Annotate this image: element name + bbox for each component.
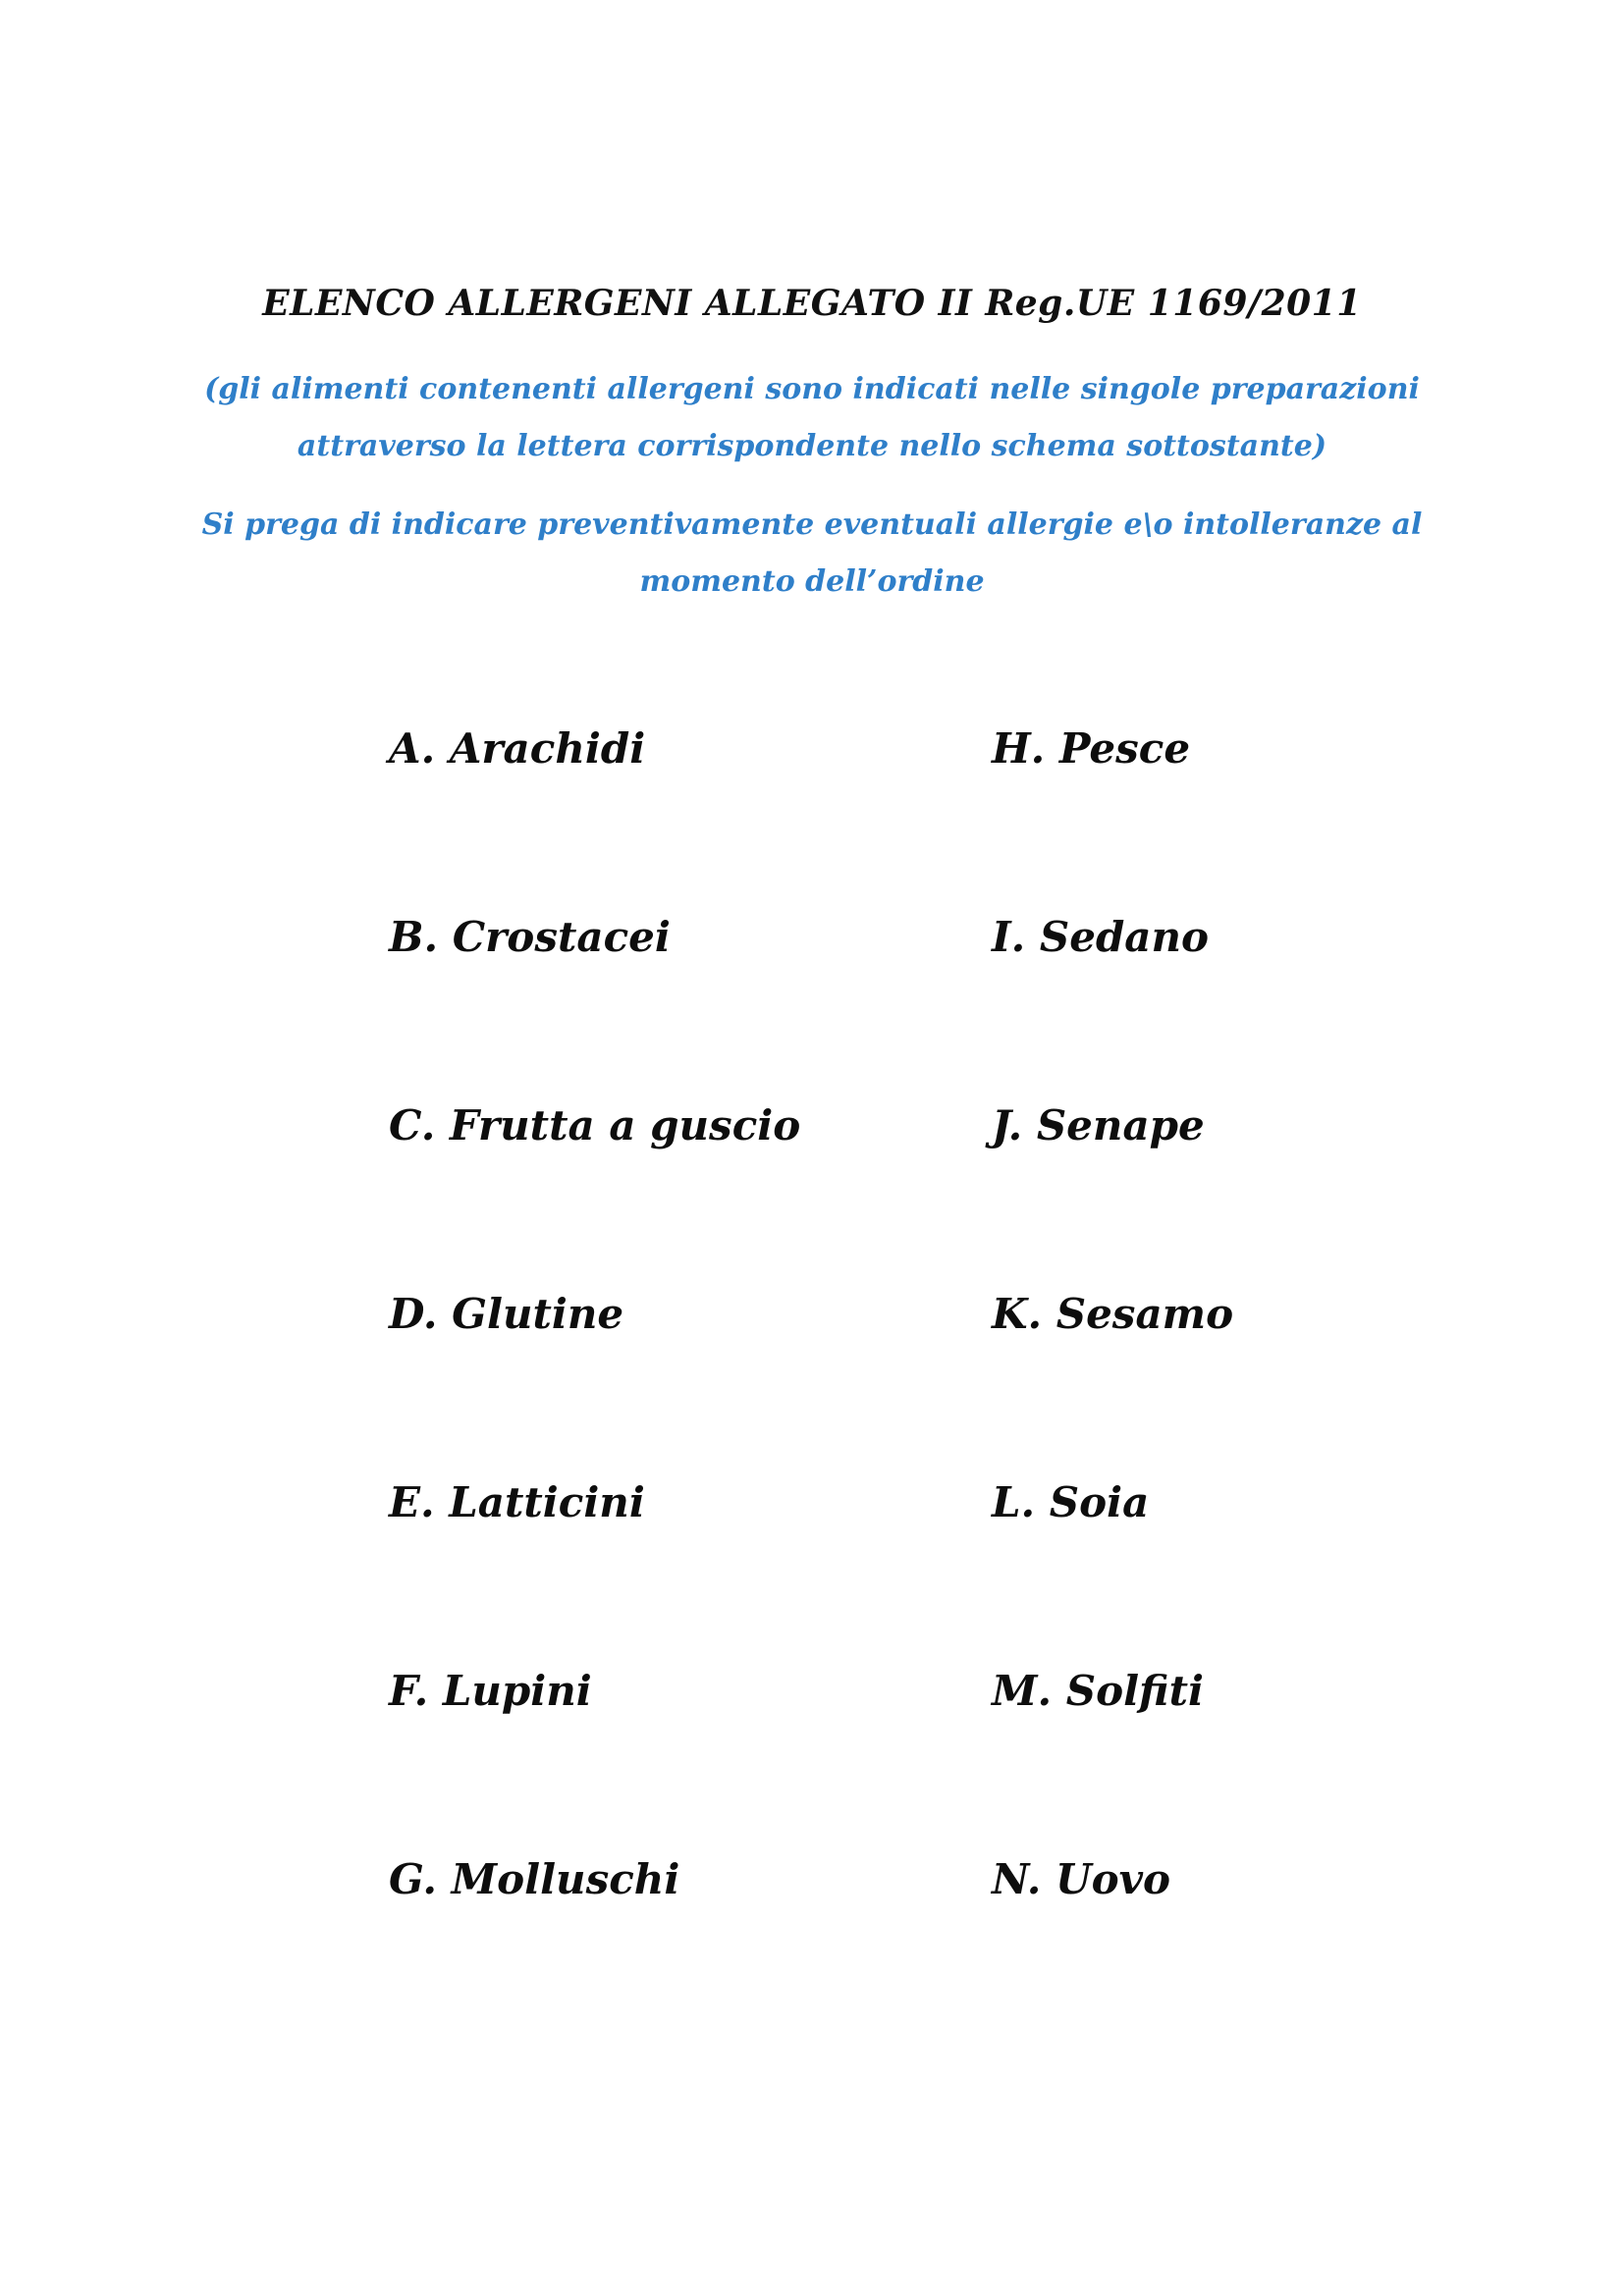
request-note-line-2: momento dell’ordine	[639, 564, 985, 599]
allergen-note-line-1: (gli alimenti contenenti allergeni sono indicati nelle singole preparazioni	[204, 372, 1420, 406]
allergen-item-j: J. Senape	[992, 1101, 1205, 1149]
allergen-item-i: I. Sedano	[992, 913, 1210, 961]
request-note-line-1: Si prega di indicare preventivamente eventuali allergie e\o intolleranze al	[201, 507, 1423, 542]
allergen-item-d: D. Glutine	[389, 1290, 624, 1338]
request-note	[196, 497, 1428, 611]
allergen-item-c: C. Frutta a guscio	[389, 1101, 801, 1149]
allergen-item-e: E. Latticini	[389, 1478, 645, 1526]
allergen-item-n: N. Uovo	[992, 1855, 1171, 1903]
allergen-item-f: F. Lupini	[389, 1667, 592, 1715]
allergen-note	[196, 361, 1428, 475]
allergen-item-h: H. Pesce	[992, 724, 1191, 773]
allergen-item-b: B. Crostacei	[389, 913, 671, 961]
allergen-item-m: M. Solfiti	[992, 1667, 1204, 1715]
allergen-item-a: A. Arachidi	[389, 724, 646, 773]
allergen-item-g: G. Molluschi	[389, 1855, 680, 1903]
page-title: ELENCO ALLERGENI ALLEGATO II Reg.UE 1169/2011	[262, 283, 1362, 324]
allergen-item-l: L. Soia	[992, 1478, 1150, 1526]
allergen-note-line-2: attraverso la lettera corrispondente nello schema sottostante)	[297, 429, 1327, 463]
allergen-item-k: K. Sesamo	[992, 1290, 1234, 1338]
